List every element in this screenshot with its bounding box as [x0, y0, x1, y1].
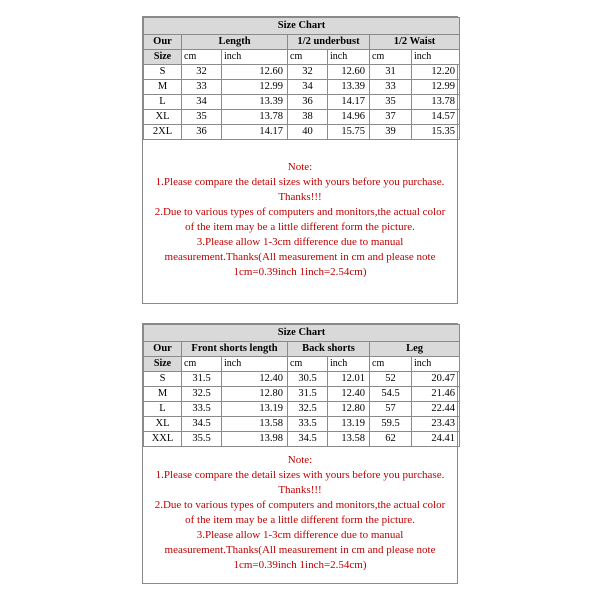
unit-label: inch — [328, 357, 370, 372]
note-line: measurement.Thanks(All measurement in cm and please note — [164, 544, 436, 556]
value-cell: 31.5 — [182, 372, 222, 387]
value-cell: 54.5 — [370, 387, 412, 402]
value-cell: 12.20 — [412, 65, 460, 80]
table-row — [144, 402, 460, 417]
value-cell: 36 — [182, 125, 222, 140]
size-cell: XXL — [144, 432, 182, 447]
unit-label: cm — [182, 50, 222, 65]
value-cell: 32 — [182, 65, 222, 80]
note-line: 3.Please allow 1-3cm difference due to manual — [196, 529, 404, 541]
column-header: 1/2 underbust — [288, 35, 370, 50]
column-header: 1/2 Waist — [370, 35, 460, 50]
note-line: of the item may be a little different form the picture. — [185, 514, 415, 526]
note-line: 1.Please compare the detail sizes with yours before you purchase. — [155, 176, 445, 188]
size-chart-panel-bottom — [142, 323, 458, 584]
value-cell: 13.39 — [328, 80, 370, 95]
value-cell: 34.5 — [182, 417, 222, 432]
value-cell: 14.17 — [222, 125, 288, 140]
our-label: Our — [144, 342, 182, 357]
value-cell: 13.98 — [222, 432, 288, 447]
value-cell: 38 — [288, 110, 328, 125]
value-cell: 35.5 — [182, 432, 222, 447]
note-line: of the item may be a little different form the picture. — [185, 221, 415, 233]
table-row — [144, 65, 460, 80]
note-line: 1cm=0.39inch 1inch=2.54cm) — [233, 266, 367, 278]
value-cell: 39 — [370, 125, 412, 140]
size-cell: S — [144, 65, 182, 80]
unit-label: inch — [222, 357, 288, 372]
note-block — [143, 140, 457, 284]
value-cell: 13.19 — [222, 402, 288, 417]
value-cell: 31 — [370, 65, 412, 80]
value-cell: 34.5 — [288, 432, 328, 447]
note-line: 1.Please compare the detail sizes with yours before you purchase. — [155, 469, 445, 481]
size-cell: XL — [144, 417, 182, 432]
table-row — [144, 95, 460, 110]
value-cell: 22.44 — [412, 402, 460, 417]
value-cell: 33.5 — [288, 417, 328, 432]
value-cell: 12.80 — [222, 387, 288, 402]
table-row — [144, 417, 460, 432]
size-label: Size — [144, 50, 182, 65]
size-cell: M — [144, 387, 182, 402]
size-cell: L — [144, 95, 182, 110]
value-cell: 13.58 — [222, 417, 288, 432]
value-cell: 62 — [370, 432, 412, 447]
table-row — [144, 432, 460, 447]
value-cell: 13.19 — [328, 417, 370, 432]
note-line: 2.Due to various types of computers and monitors,the actual color — [154, 499, 446, 511]
value-cell: 37 — [370, 110, 412, 125]
value-cell: 52 — [370, 372, 412, 387]
note-line: measurement.Thanks(All measurement in cm and please note — [164, 251, 436, 263]
value-cell: 32 — [288, 65, 328, 80]
value-cell: 12.01 — [328, 372, 370, 387]
value-cell: 35 — [370, 95, 412, 110]
value-cell: 14.57 — [412, 110, 460, 125]
note-line: Note: — [287, 454, 313, 466]
value-cell: 23.43 — [412, 417, 460, 432]
unit-label: inch — [412, 357, 460, 372]
value-cell: 34 — [288, 80, 328, 95]
size-cell: S — [144, 372, 182, 387]
value-cell: 34 — [182, 95, 222, 110]
note-block — [143, 447, 457, 577]
note-line: Thanks!!! — [278, 191, 322, 203]
value-cell: 33.5 — [182, 402, 222, 417]
unit-label: cm — [288, 50, 328, 65]
column-header: Front shorts length — [182, 342, 288, 357]
unit-label: cm — [370, 357, 412, 372]
size-table — [143, 17, 460, 140]
value-cell: 33 — [370, 80, 412, 95]
unit-label: cm — [182, 357, 222, 372]
value-cell: 32.5 — [288, 402, 328, 417]
value-cell: 30.5 — [288, 372, 328, 387]
value-cell: 59.5 — [370, 417, 412, 432]
size-table — [143, 324, 460, 447]
value-cell: 12.60 — [328, 65, 370, 80]
column-header: Back shorts — [288, 342, 370, 357]
value-cell: 12.99 — [412, 80, 460, 95]
table-title: Size Chart — [144, 18, 460, 35]
value-cell: 35 — [182, 110, 222, 125]
note-line: 2.Due to various types of computers and monitors,the actual color — [154, 206, 446, 218]
note-line: 1cm=0.39inch 1inch=2.54cm) — [233, 559, 367, 571]
unit-label: cm — [370, 50, 412, 65]
value-cell: 21.46 — [412, 387, 460, 402]
unit-label: inch — [412, 50, 460, 65]
value-cell: 15.75 — [328, 125, 370, 140]
size-label: Size — [144, 357, 182, 372]
column-header: Length — [182, 35, 288, 50]
size-cell: M — [144, 80, 182, 95]
value-cell: 20.47 — [412, 372, 460, 387]
table-title: Size Chart — [144, 325, 460, 342]
value-cell: 14.17 — [328, 95, 370, 110]
note-line: Note: — [287, 161, 313, 173]
value-cell: 12.40 — [328, 387, 370, 402]
value-cell: 40 — [288, 125, 328, 140]
table-row — [144, 372, 460, 387]
unit-label: inch — [222, 50, 288, 65]
value-cell: 12.40 — [222, 372, 288, 387]
value-cell: 12.60 — [222, 65, 288, 80]
unit-label: cm — [288, 357, 328, 372]
table-row — [144, 125, 460, 140]
value-cell: 57 — [370, 402, 412, 417]
size-chart-panel-top — [142, 16, 458, 304]
column-header: Leg — [370, 342, 460, 357]
value-cell: 33 — [182, 80, 222, 95]
value-cell: 12.80 — [328, 402, 370, 417]
value-cell: 13.39 — [222, 95, 288, 110]
table-row — [144, 80, 460, 95]
value-cell: 13.58 — [328, 432, 370, 447]
table-row — [144, 387, 460, 402]
unit-label: inch — [328, 50, 370, 65]
note-line: Thanks!!! — [278, 484, 322, 496]
value-cell: 36 — [288, 95, 328, 110]
size-cell: L — [144, 402, 182, 417]
size-cell: 2XL — [144, 125, 182, 140]
value-cell: 13.78 — [222, 110, 288, 125]
note-line: 3.Please allow 1-3cm difference due to manual — [196, 236, 404, 248]
value-cell: 14.96 — [328, 110, 370, 125]
value-cell: 15.35 — [412, 125, 460, 140]
value-cell: 13.78 — [412, 95, 460, 110]
size-cell: XL — [144, 110, 182, 125]
value-cell: 24.41 — [412, 432, 460, 447]
value-cell: 32.5 — [182, 387, 222, 402]
table-row — [144, 110, 460, 125]
value-cell: 12.99 — [222, 80, 288, 95]
our-label: Our — [144, 35, 182, 50]
value-cell: 31.5 — [288, 387, 328, 402]
